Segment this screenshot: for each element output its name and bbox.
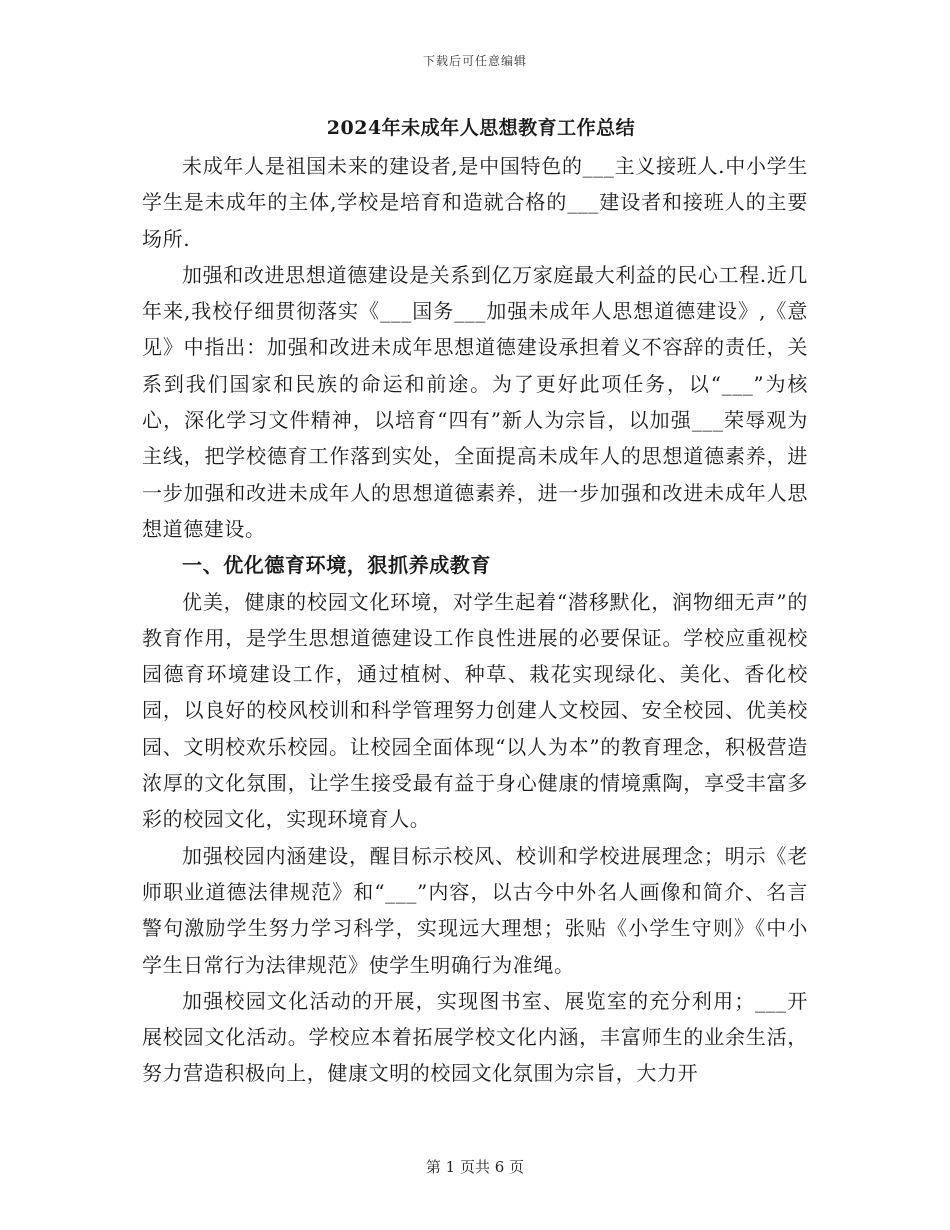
- section-heading-1: 一、优化德育环境，狠抓养成教育: [182, 553, 491, 578]
- document-title: 2024年未成年人思想教育工作总结: [326, 117, 636, 139]
- document-body: [142, 108, 808, 1092]
- page-number-footer: 第 1 页共 6 页: [425, 1158, 525, 1176]
- header-note: 下载后可任意编辑: [422, 54, 527, 68]
- intro-paragraph-1: 未成年人是祖国未来的建设者,是中国特色的___主义接班人.中小学生学生是未成年的主体,学校是培育和造就合格的___建设者和接班人的主要场所.: [142, 154, 808, 251]
- intro-paragraph-2: 加强和改进思想道德建设是关系到亿万家庭最大利益的民心工程.近几年来,我校仔细贯彻落实《___国务___加强未成年人思想道德建设》,《意见》中指出：加强和改进未成年思想道德建设承担着义不容辞的责任，关系到我们国家和民族的命运和前途。为了更好此项任务，以“___”为核心，深化学习文件精神，以培育“四有”新人为宗旨，以加强___荣辱观为主线，把学校德育工作落到实处，全面提高未成年人的思想道德素养，进一步加强和改进未成年人的思想道德素养，进一步加强和改进未成年人思想道德建设。: [142, 262, 808, 541]
- section1-paragraph-3: 加强校园文化活动的开展，实现图书室、展览室的充分利用；___开展校园文化活动。学校应本着拓展学校文化内涵，丰富师生的业余生活，努力营造积极向上，健康文明的校园文化氛围为宗旨，大力开: [142, 988, 808, 1086]
- section1-paragraph-1: 优美，健康的校园文化环境，对学生起着“潜移默化，润物细无声”的教育作用，是学生思想道德建设工作良性进展的必要保证。学校应重视校园德育环境建设工作，通过植树、种草、栽花实现绿化、美化、香化校园，以良好的校风校训和科学管理努力创建人文校园、安全校园、优美校园、文明校欢乐校园。让校园全面体现“以人为本”的教育理念，积极营造浓厚的文化氛围，让学生接受最有益于身心健康的情境熏陶，享受丰富多彩的校园文化，实现环境育人。: [142, 589, 808, 832]
- section1-paragraph-2: 加强校园内涵建设，醒目标示校风、校训和学校进展理念；明示《老师职业道德法律规范》和“___”内容，以古今中外名人画像和简介、名言警句激励学生努力学习科学，实现远大理想；张贴《小学生守则》《中小学生日常行为法律规范》使学生明确行为准绳。: [142, 843, 808, 977]
